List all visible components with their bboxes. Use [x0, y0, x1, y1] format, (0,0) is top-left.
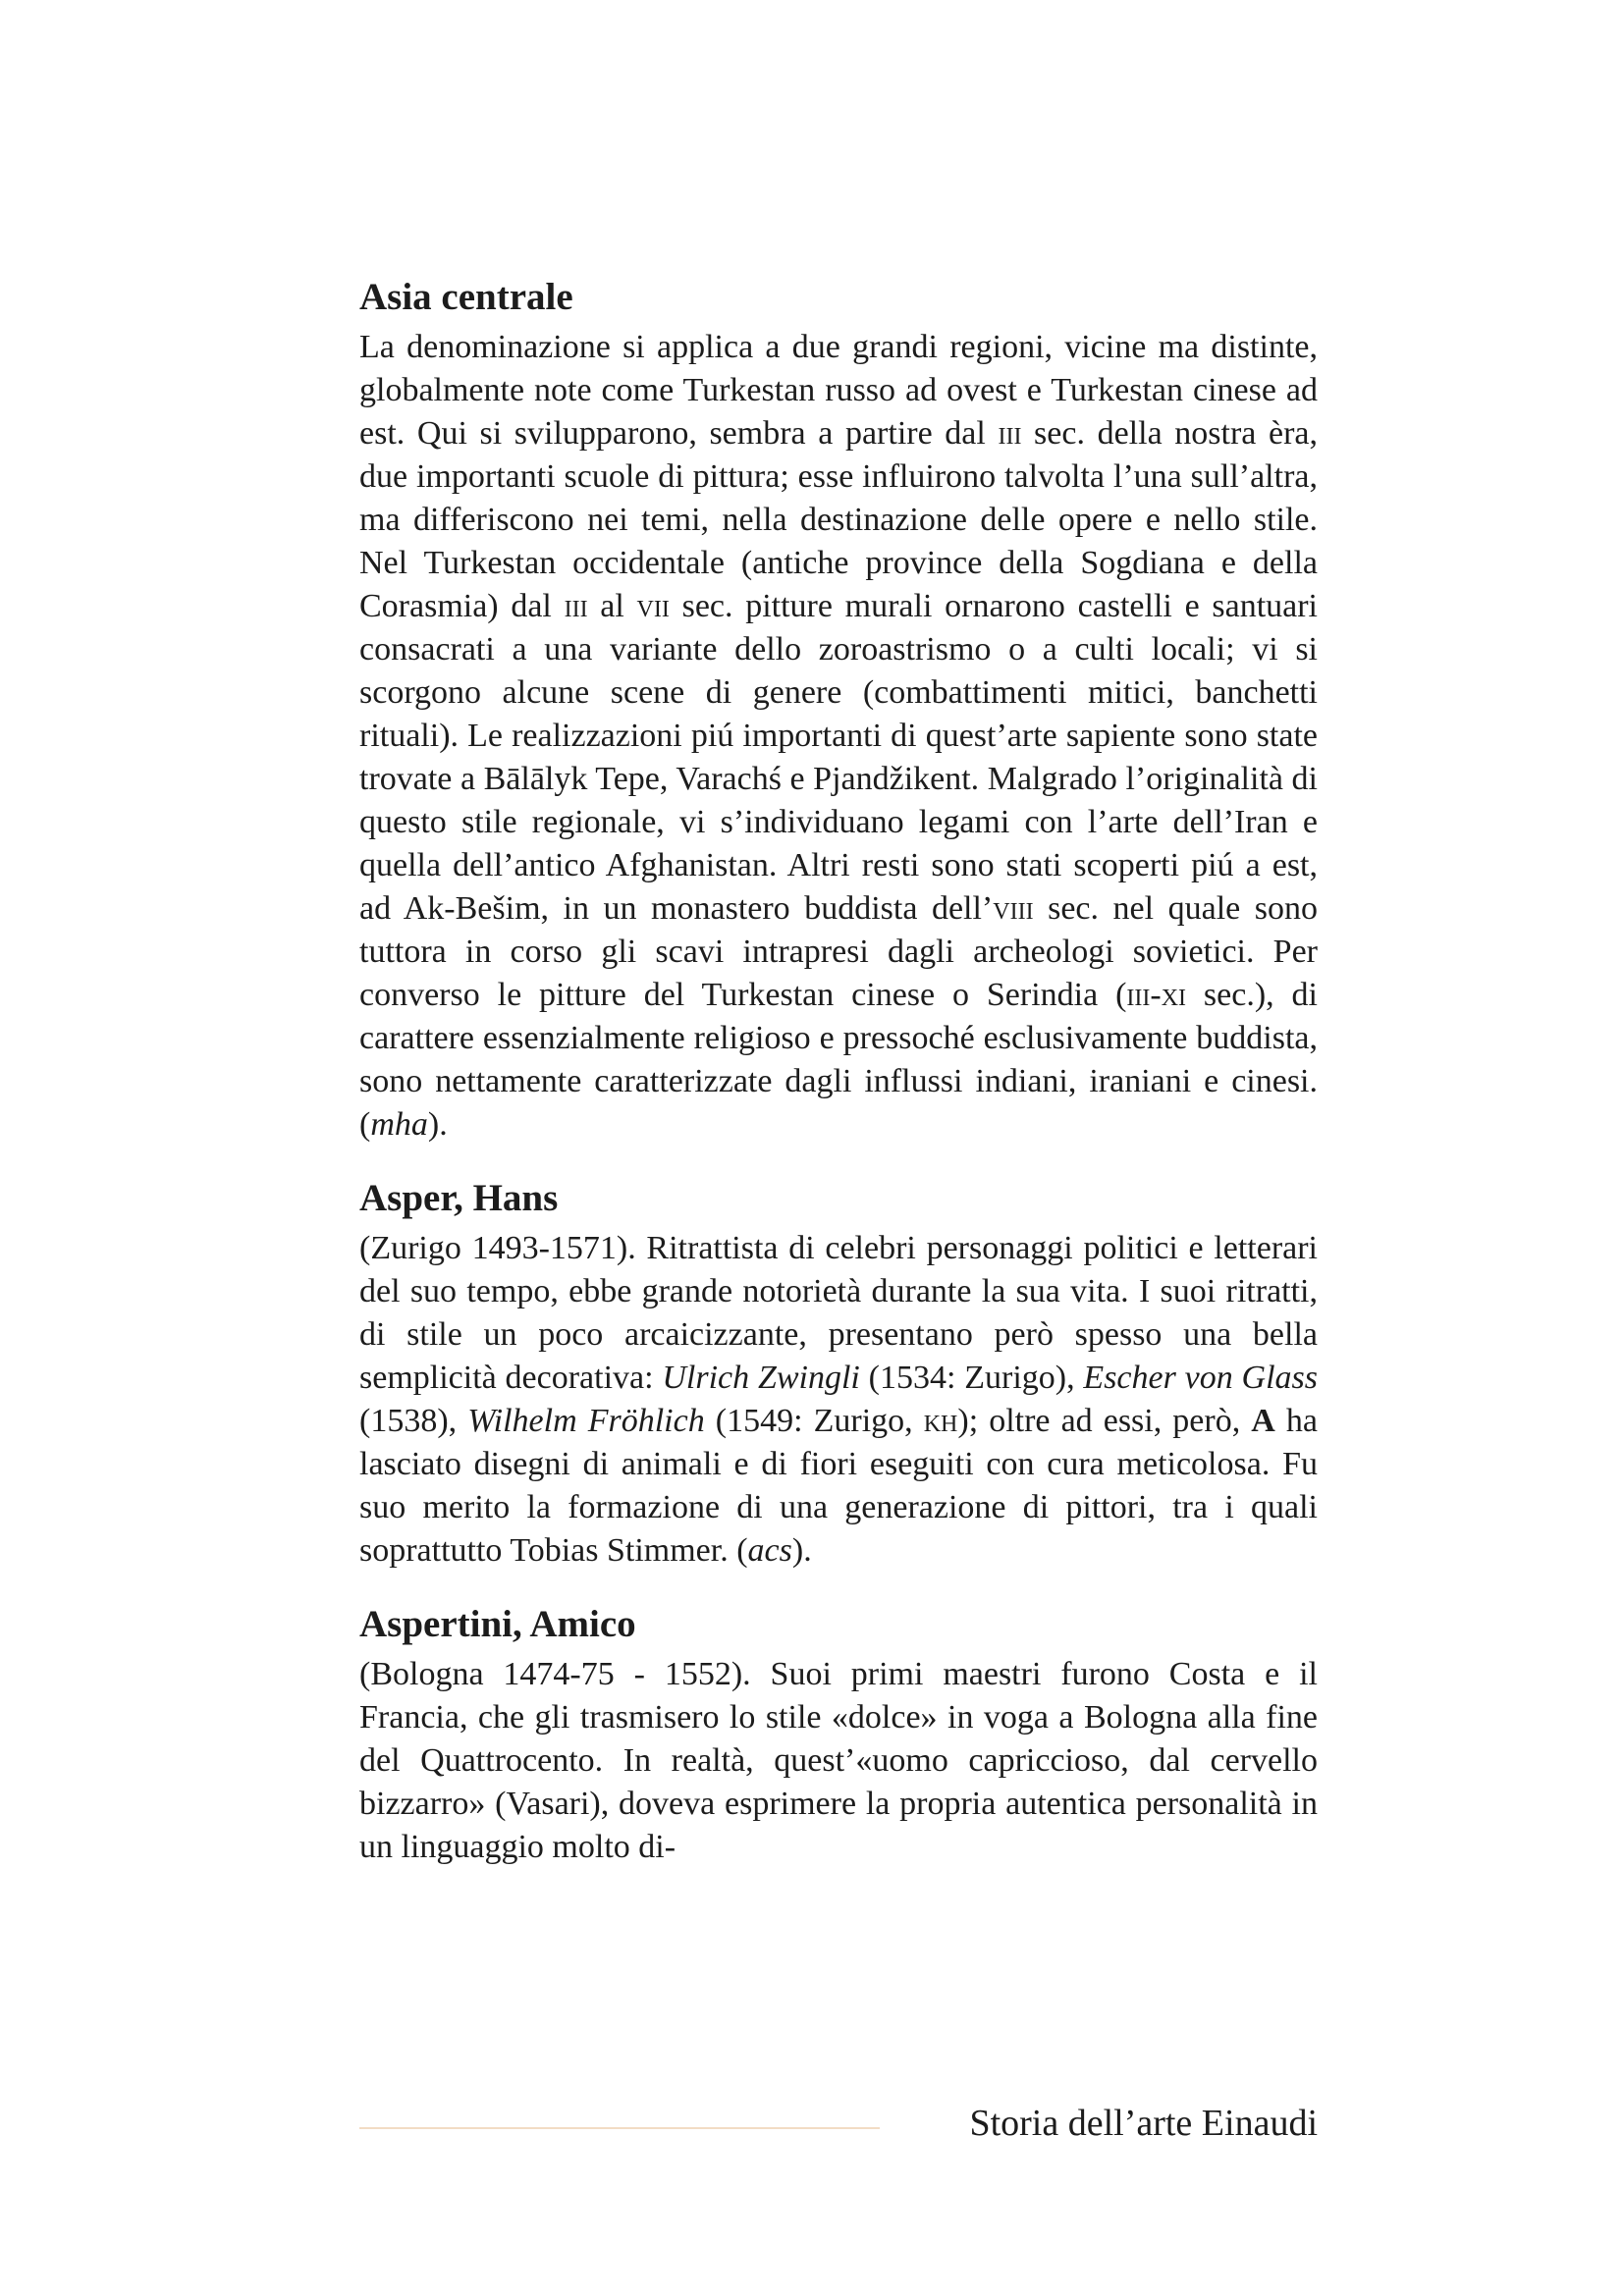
body-text: sec. pitture murali ornarono castelli e santuari consacrati a una variante dello zoroastrismo o a culti locali; vi si scorgono alcune scene di genere (combattimenti mitici, banchetti rituali). Le realizzazioni piú importanti di quest’arte sapiente sono state trovate a Bālālyk Tepe, Varachś e Pjandžikent. Malgrado l’originalità di questo stile regionale, vi s’individuano legami con l’arte dell’Iran e quella dell’antico Afghanistan. Altri resti sono stati scoperti piú a est, ad Ak-Bešim, in un monastero buddista dell’: [359, 588, 1318, 927]
body-text: sec. nel quale sono tuttora in corso gli scavi intrapresi dagli archeologi sovietici. Per converso le pitture del Turkestan cinese o Serindia (: [359, 890, 1319, 1013]
entry-asia-centrale: [359, 273, 1318, 1147]
entry-title: Aspertini, Amico: [359, 1603, 636, 1645]
body-text: (Zurigo 1493-1571). Ritrattista di celebri personaggi politici e letterari del suo tempo, ebbe grande notorietà durante la sua vita. I suoi ritratti, di stile un poco arcaicizzante, presentano però spesso una bella semplicità decorativa:: [359, 1230, 1318, 1396]
artwork-title: Ulrich Zwingli: [662, 1360, 860, 1396]
body-text: La denominazione si applica a due grandi regioni, vicine ma distinte, globalmente note come Turkestan russo ad ovest e Turkestan cinese ad est. Qui si svilupparono, sembra a partire dal: [359, 329, 1318, 452]
body-text: (1549: Zurigo,: [704, 1403, 924, 1439]
entry-body: [359, 326, 1318, 1147]
artwork-title: Wilhelm Fröhlich: [467, 1403, 705, 1439]
entry-title: Asper, Hans: [359, 1177, 559, 1219]
footer-title: Storia dell’arte Einaudi: [969, 2103, 1318, 2144]
roman-numeral: iii-xi: [1126, 977, 1187, 1013]
body-text: ha lasciato disegni di animali e di fiori eseguiti con cura meticolosa. Fu suo merito la formazione di una generazione di pittori, tra i quali soprattutto Tobias Stimmer. (: [359, 1403, 1318, 1569]
body-text: ).: [791, 1532, 812, 1569]
body-text: (1538),: [359, 1403, 468, 1439]
roman-numeral: iii: [998, 415, 1022, 452]
author-initials: mha: [370, 1106, 428, 1143]
entry-title: Asia centrale: [359, 276, 573, 318]
museum-abbreviation: kh: [923, 1403, 958, 1439]
body-text: al: [587, 588, 637, 624]
body-text: ); oltre ad essi, però,: [957, 1403, 1252, 1439]
entry-asper-hans: [359, 1174, 1318, 1573]
body-text: sec.), di carattere essenzialmente religioso e pressoché esclusivamente buddista, sono nettamente caratterizzate dagli influssi indiani, iraniani e cinesi. (: [359, 977, 1318, 1143]
body-text: ).: [427, 1106, 448, 1143]
author-initials: acs: [747, 1532, 792, 1569]
body-text: sec. della nostra èra, due importanti scuole di pittura; esse influirono talvolta l’una sull’altra, ma differiscono nei temi, nella destinazione delle opere e nello stile. Nel Turkestan occidentale (antiche province della Sogdiana e della Corasmia) dal: [359, 415, 1318, 624]
footer-rule: [359, 2127, 880, 2129]
roman-numeral: iii: [564, 588, 588, 624]
entry-body: [359, 1653, 1318, 1869]
artist-initial: A: [1251, 1403, 1275, 1439]
roman-numeral: viii: [993, 890, 1034, 927]
body-text: (Bologna 1474-75 - 1552). Suoi primi maestri furono Costa e il Francia, che gli trasmisero lo stile «dolce» in voga a Bologna alla fine del Quattrocento. In realtà, quest’«uomo capriccioso, dal cervello bizzarro» (Vasari), doveva esprimere la propria autentica personalità in un linguaggio molto di-: [359, 1656, 1318, 1865]
roman-numeral: vii: [636, 588, 670, 624]
entry-body: [359, 1227, 1318, 1573]
text-column: [359, 273, 1318, 1896]
entry-aspertini-amico: [359, 1600, 1318, 1869]
body-text: (1534: Zurigo),: [859, 1360, 1084, 1396]
artwork-title: Escher von Glass: [1083, 1360, 1318, 1396]
